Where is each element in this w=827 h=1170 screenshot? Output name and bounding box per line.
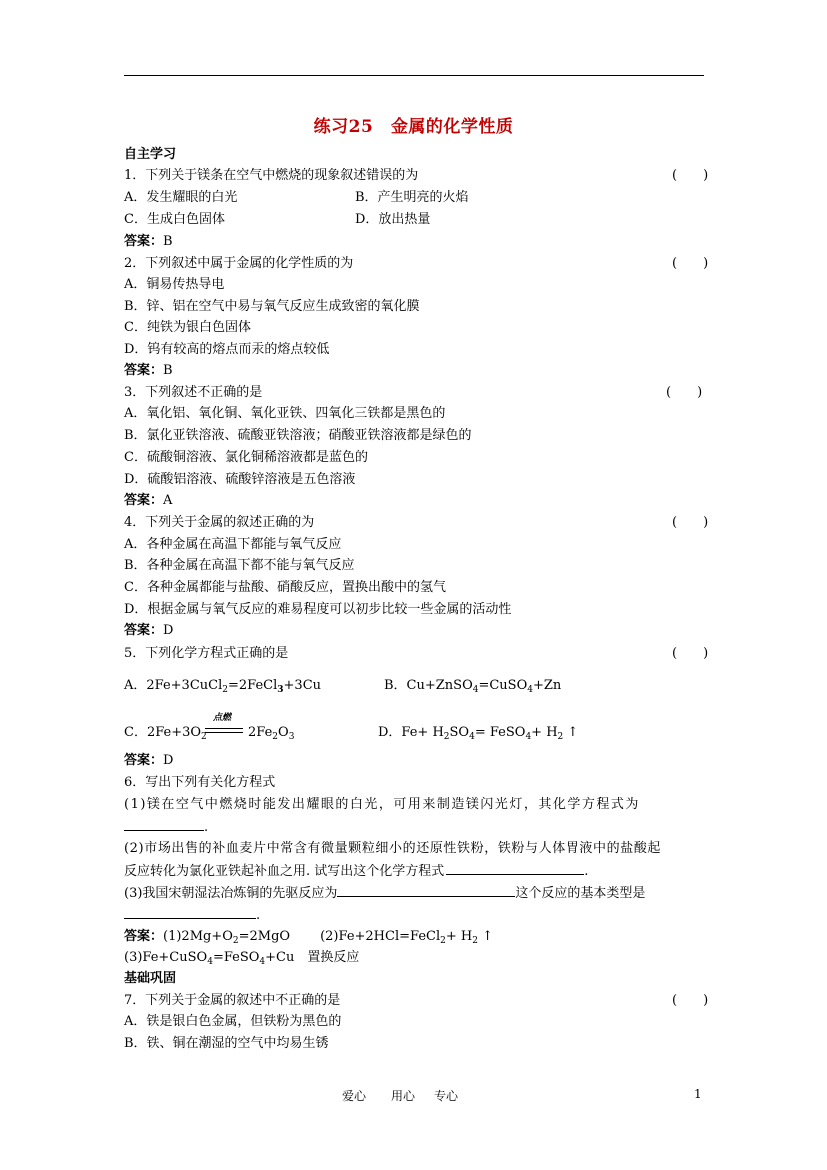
blank-line	[124, 906, 256, 919]
page-number: 1	[694, 1087, 702, 1101]
reaction-condition: 点燃	[213, 713, 232, 723]
answer-parentheses: ( )	[666, 385, 703, 400]
answer-parentheses: ( )	[672, 646, 709, 661]
question-stem: 4．下列关于金属的叙述正确的为	[124, 515, 315, 530]
answer-line: 答案：A	[124, 493, 173, 508]
header-rule	[124, 75, 704, 76]
option-d: D．钨有较高的熔点而汞的熔点较低	[124, 342, 330, 357]
footer-text: 用心	[391, 1089, 416, 1103]
answer-parentheses: ( )	[672, 168, 709, 183]
option-b: B．产生明亮的火焰	[355, 190, 469, 205]
blank-line	[446, 862, 584, 875]
question-stem: 2．下列叙述中属于金属的化学性质的为	[124, 256, 354, 271]
option-a: A．各种金属在高温下都能与氧气反应	[124, 537, 342, 552]
option-a: A．铜易传热导电	[124, 277, 225, 292]
option-b: B．铁、铜在潮湿的空气中均易生锈	[124, 1036, 329, 1051]
question-part-2-cont: 反应转化为氯化亚铁起补血之用. 试写出这个化学方程式 .	[124, 864, 589, 879]
equals-sign	[205, 728, 243, 733]
option-b: B．Cu+ZnSO$_4$=CuSO$_4$+Zn	[384, 678, 562, 695]
section-heading: 基础巩固	[124, 971, 177, 986]
arrow-up-icon: ↑	[567, 725, 579, 740]
question-stem: 5．下列化学方程式正确的是	[124, 646, 289, 661]
option-a: A．铁是银白色金属，但铁粉为黑色的	[124, 1014, 342, 1029]
option-c: C．生成白色固体	[124, 212, 225, 227]
question-stem: 7．下列关于金属的叙述中不正确的是	[124, 993, 341, 1008]
option-d: D．$Fe+ H_2SO_4=$ FeSO$_4$+ $H_2$ ↑	[378, 725, 579, 742]
question-stem: 6．写出下列有关化方程式	[124, 775, 276, 790]
answer-parentheses: ( )	[672, 515, 709, 530]
arrow-up-icon: ↑	[482, 929, 494, 944]
answer-parentheses: ( )	[672, 993, 709, 1008]
answer-line: 答案：B	[124, 363, 173, 378]
option-d: D．硫酸铝溶液、硫酸锌溶液是五色溶液	[124, 472, 356, 487]
answer-parentheses: ( )	[672, 256, 709, 271]
answer-line-cont: (3)Fe+CuSO$_4$=FeSO$_4$+Cu 置换反应	[124, 950, 360, 967]
question-part-3: (3)我国宋朝湿法冶炼铜的先驱反应为 这个反应的基本类型是	[124, 886, 646, 901]
option-b: B．氯化亚铁溶液、硫酸亚铁溶液；硝酸亚铁溶液都是绿色的	[124, 428, 472, 443]
option-c: C．$2Fe+3O_2$	[124, 725, 207, 742]
footer-text: 专心	[434, 1089, 459, 1103]
option-a: A．氧化铝、氧化铜、氧化亚铁、四氧化三铁都是黑色的	[124, 406, 446, 421]
answer-line: 答案：D	[124, 623, 174, 638]
footer-text: 爱心	[342, 1089, 367, 1103]
option-b: B．锌、铝在空气中易与氧气反应生成致密的氧化膜	[124, 299, 420, 314]
question-part-1: (1)镁在空气中燃烧时能发出耀眼的白光，可用来制造镁闪光灯，其化学方程式为	[124, 797, 640, 812]
question-part-2: (2)市场出售的补血麦片中常含有微量颗粒细小的还原性铁粉，铁粉与人体胃液中的盐酸起	[124, 841, 662, 856]
option-c-product: $2Fe_2O_3$	[248, 725, 295, 742]
option-d: D．放出热量	[355, 212, 431, 227]
option-a: A．发生耀眼的白光	[124, 190, 238, 205]
blank-line	[124, 818, 204, 831]
blank-line	[337, 884, 515, 897]
answer-line: 答案：$(1)2Mg+O_2=2MgO$ (2)Fe+2HCl=FeCl$_2$+ $H_2$ ↑	[124, 929, 494, 946]
option-a: A．2Fe+3CuCl$_2$=2FeCl$_3$+3Cu	[124, 678, 322, 695]
option-b: B．各种金属在高温下都不能与氧气反应	[124, 558, 355, 573]
answer-line: 答案：D	[124, 753, 174, 768]
fill-blank-3: .	[124, 906, 260, 924]
section-heading: 自主学习	[124, 147, 177, 162]
answer-line: 答案：B	[124, 234, 173, 249]
option-d: D．根据金属与氧气反应的难易程度可以初步比较一些金属的活动性	[124, 602, 512, 617]
question-stem: 1．下列关于镁条在空气中燃烧的现象叙述错误的为	[124, 168, 419, 183]
option-c: C．各种金属都能与盐酸、硝酸反应，置换出酸中的氢气	[124, 580, 446, 595]
option-c: C．纯铁为银白色固体	[124, 320, 251, 335]
fill-blank-1: .	[124, 818, 208, 836]
question-stem: 3．下列叙述不正确的是	[124, 385, 263, 400]
page-title: 练习25 金属的化学性质	[313, 117, 514, 137]
option-c: C．硫酸铜溶液、氯化铜稀溶液都是蓝色的	[124, 450, 368, 465]
